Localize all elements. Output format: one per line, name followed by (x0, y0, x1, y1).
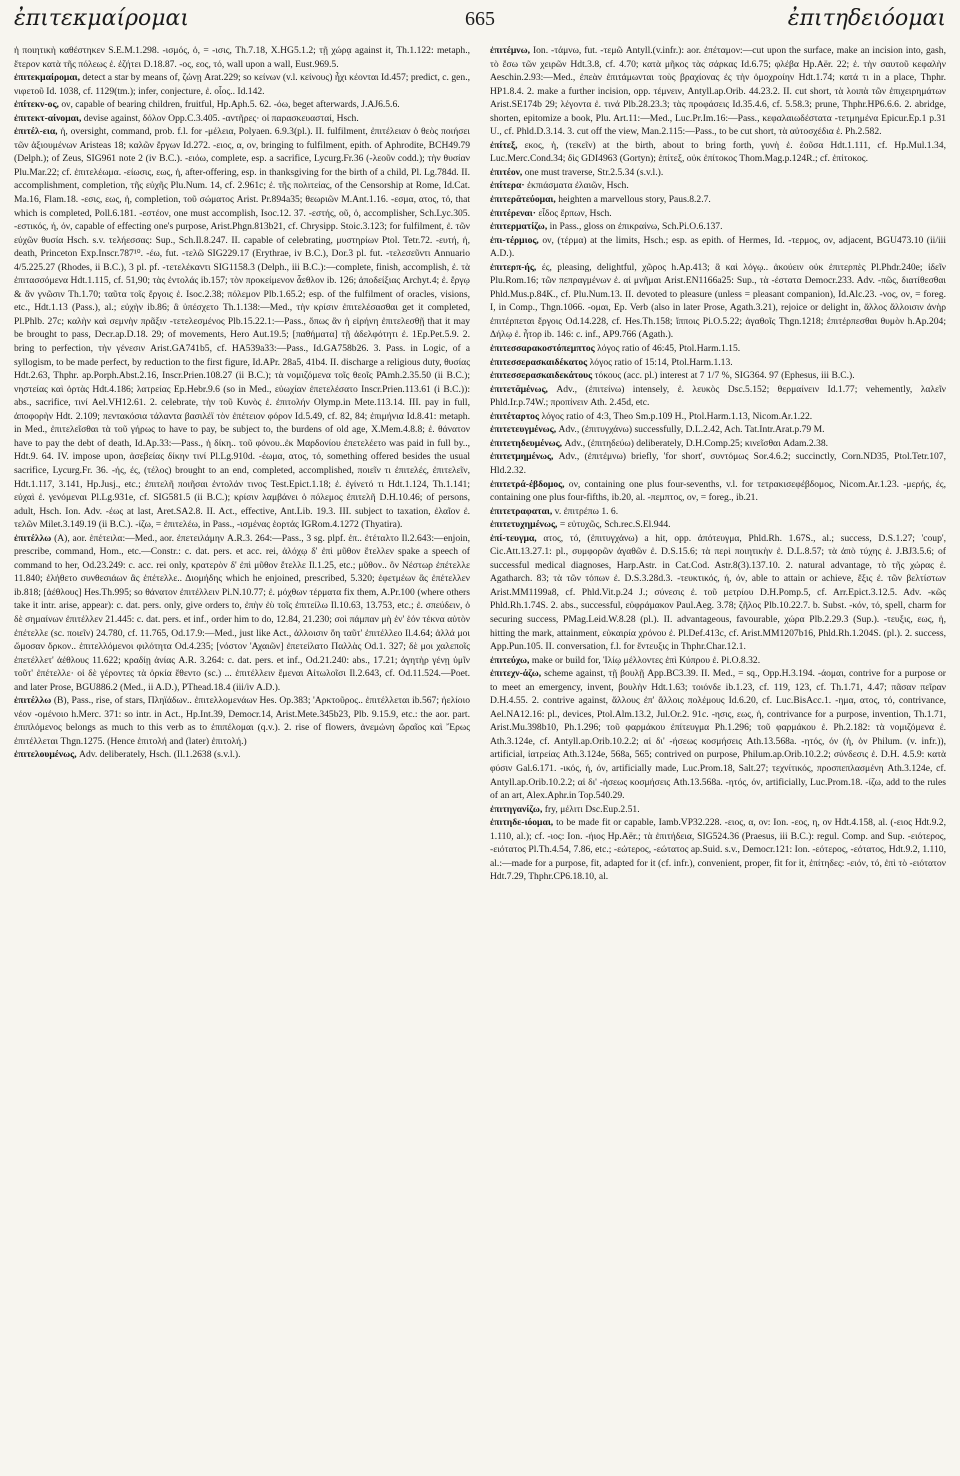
dictionary-entry (490, 234, 946, 261)
dictionary-entry (490, 450, 946, 477)
dictionary-entry (490, 220, 946, 234)
entry-body: ον, (τέρμα) at the limits, Hsch.; esp. as epith. of Hermes, Id. -τερμος, ον, adjacent, BGU473.10 (ii/iii A.D.). (490, 234, 946, 260)
dictionary-entry (490, 207, 946, 221)
entry-body: λόγος ratio of 4:3, Theo Sm.p.109 H., Ptol.Harm.1.13, Nicom.Ar.1.22. (541, 410, 813, 422)
entry-lemma: ἐπί-τευγμα, (490, 532, 537, 544)
columns (14, 44, 946, 884)
dictionary-entry (490, 532, 946, 654)
entry-body: τόκους (acc. pl.) interest at 7 1/7 %, SIG364. 97 (Ephesus, iii B.C.). (594, 370, 855, 382)
right-running-headword: ἐπιτηδειόομαι (787, 6, 946, 31)
dictionary-entry (490, 518, 946, 532)
dictionary-entry (490, 803, 946, 817)
dictionary-entry (14, 98, 470, 112)
dictionary-entry (490, 139, 946, 166)
dictionary-entry (14, 112, 470, 126)
entry-lemma: ἐπιτερᾰτεύομαι, (490, 194, 556, 206)
entry-lemma: ἐπιτεσσερασκαιδεκάτους (490, 370, 593, 382)
dictionary-entry (14, 125, 470, 531)
entry-lemma: ἐπιτέλλω (14, 695, 52, 707)
entry-body: make or build for, Ἰλίῳ μέλλοντες ἐπὶ Κύπρου ἐ. Pi.O.8.32. (531, 654, 761, 666)
dictionary-entry (490, 654, 946, 668)
dictionary-entry (490, 369, 946, 383)
entry-lemma: ἐπι-τέρμιος, (490, 234, 539, 246)
dictionary-entry (490, 179, 946, 193)
dictionary-entry (490, 667, 946, 802)
entry-body: v. ἐπιτρέπω 1. 6. (554, 505, 619, 517)
entry-body: = εὐτυχῶς, Sch.rec.S.El.944. (559, 519, 671, 531)
entry-lemma: ἐπιτερματίζω, (490, 221, 548, 233)
right-column (490, 44, 946, 884)
dictionary-entry (490, 193, 946, 207)
dictionary-entry (14, 532, 470, 695)
entry-lemma: ἐπιτεκτ-αίνομαι, (14, 112, 82, 124)
entry-body: ές, pleasing, delightful, χῶρος h.Ap.413; ἃ καὶ λόγῳ.. ἀκούειν οὐκ ἐπιτερπὲς Pl.Phdr.240e; ἰδεῖν Plu.Rom.16; τῶν πεπραγμένων ἐ. αἱ μνῆμαι Arist.EN1166a25: Sup., τὰ -έστατα Democr.233. Adv. -πῶς, διατίθεσθαι Phld.Mus.p.84K., cf. Plu.Num.13. II. devoted to pleasure (unless = pleasant companion), Id.Alc.23. -νος, ον, = foreg. I, in Comp., Thgn.1066. -ομαι, Ep. Verb (also in later Prose, Agath.3.21), rejoice or delight in, ἄλλος ἄλλοισιν ἀνὴρ ἐπιτέρπεται ἔργοις Od.14.228, cf. Hes.Th.158; ἵπποις Pi.O.5.22; ἀγαθοῖς Thgn.1218; ἐπιτέρπεσθαι θυμὸν h.Ap.204; Δήλῳ ἐ. ἦτορ ib. 146: c. inf., AP9.766 (Agath.). (490, 261, 946, 341)
entry-lemma: ἐπιτέλλω (14, 532, 52, 544)
entry-body: devise against, δόλον Opp.C.3.405. -αντῆρες· οἱ παρασκευασταί, Hsch. (83, 112, 359, 124)
entry-body: Adv., (ἐπιτέμνω) briefly, 'for short', συντόμως Sor.4.6.2; succinctly, Corn.ND35, Ptol.Tetr.107, Hld.2.32. (490, 451, 946, 476)
entry-lemma: ἐπιτέλ-εια, (14, 126, 58, 138)
entry-body: heighten a marvellous story, Paus.8.2.7. (558, 194, 711, 206)
entry-body: detect a star by means of, ζώνῃ Arat.229; so κείνων (v.l. κείνους) ἧχι κέονται Id.457; predict, c. gen., νιφετοῦ Id. 1038, cf. 1129(tm.); infer, conjecture, ἐ. οἷος.. Id.142. (14, 72, 471, 97)
entry-body: fry, μέλιτι Dsc.Eup.2.51. (544, 803, 640, 815)
entry-lemma: ἐπιτέρεναι· (490, 207, 536, 219)
entry-body: λόγος ratio of 46:45, Ptol.Harm.1.15. (597, 343, 741, 355)
entry-lemma: ἐπιτηδε-ιόομαι, (490, 817, 554, 829)
entry-body: ον, containing one plus four-sevenths, v.l. for τετρακισεφέβδομος, Nicom.Ar.1.23. -μερής, ές, containing one plus four-fifths, ib.20, al. -πεμπτος, ον, = foreg., ib.21. (490, 478, 946, 504)
left-running-headword: ἐπιτεκμαίρομαι (14, 6, 190, 31)
dictionary-entry (490, 816, 946, 884)
page-header (14, 6, 946, 40)
dictionary-entry (14, 71, 470, 98)
entry-lemma: ἐπιτετηδευμένως, (490, 437, 563, 449)
left-column (14, 44, 470, 884)
entry-lemma: ἐπιτετᾰμένως, (490, 383, 548, 395)
entry-body: one must traverse, Str.2.5.34 (s.v.l.). (524, 166, 664, 178)
entry-lemma: ἐπιτεκμαίρομαι, (14, 72, 81, 84)
entry-lemma: ἐπιτηγανίζω, (490, 803, 543, 815)
entry-body: (B), Pass., rise, of stars, Πληϊάδων.. ἐπιτελλομενάων Hes. Op.383; 'Αρκτοῦρος.. ἐπιτέλλεται ib.567; ἠελίοιο νέον -ομένοιο h.Merc. 371: so intr. in Act., Hp.Int.39, Democr.14, Arist.Mete.345b23, Plb. 9.15.9, etc.: the aor. part. ἐπιπλόμενος belongs as much to this verb as to ἐπιπέλομαι (q.v.). 2. rise of flowers, ἀνεμώνη ὥραῖος καὶ Ἔρως ἐπιτέλλεται Thgn.1275. (Hence ἐπιτολή and (later) ἐπιτολή.) (14, 695, 470, 747)
entry-lemma: ἐπιτεύχω, (490, 654, 530, 666)
entry-lemma: ἐπίτερα· (490, 180, 525, 192)
dictionary-entry (490, 437, 946, 451)
entry-lemma: ἐπιτέον, (490, 166, 523, 178)
entry-lemma: ἐπιτεχν-άζω, (490, 668, 542, 680)
entry-body: ἡ ποιητικὴ καθέστηκεν S.E.M.1.298. -ισμός, ὁ, = -ισις, Th.7.18, X.HG5.1.2; τῇ χώρᾳ against it, Th.1.122: metaph., ἕτερον κατὰ τῆς πόλεως ἐ. ἐζήτει D.18.87. -ος, εος, τό, wall upon a wall, Eust.969.5. (14, 45, 470, 70)
entry-lemma: ἐπιτετευγμένως, (490, 424, 557, 436)
dictionary-entry (14, 44, 470, 71)
dictionary-entry (490, 383, 946, 410)
entry-body: εκος, ἡ, (τεκεῖν) at the birth, about to bring forth, γυνὴ ἐ. ἐοῦσα Hdt.1.111, cf. Hp.Mul.1.34, Luc.Merc.Cond.34; δὶς GDI4963 (Gortyn); ἐπίτεξ, οὐκ ἐπίτοκος Thom.Mag.p.124R.; cf. ἐπίτοκος. (490, 139, 946, 165)
entry-body: ἐκπιάσματα ἐλαιῶν, Hsch. (526, 180, 629, 192)
entry-lemma: ἐπίτεξ, (490, 139, 518, 151)
entry-lemma: ἐπιτετυχημένως, (490, 519, 558, 531)
dictionary-entry (490, 166, 946, 180)
entry-lemma: ἐπιτεσσερασκαιδέκατος (490, 356, 588, 368)
entry-lemma: ἐπιτέμνω, (490, 45, 530, 56)
entry-body: Ion. -τάμνω, fut. -τεμῶ Antyll.(v.infr.): aor. ἐπέταμον:—cut upon the surface, make an incision into, gash, τὸ ἔσω τῶν χειρῶν Hdt.3.8, cf. 4.70; κατὰ μῆκος τὰς σάρκας Id.6.75; φλέβα Hp.Aër. 22; ἐ. τὴν σαυτοῦ κεφαλὴν Aeschin.2.93:—Med., ἐπεὰν ἐπιτάμωνται τοὺς βραχίονας ἐς τὴν ὁμοχροίην Hdt.1.74; κατά τι in a place, Thphr. HP1.8.4. 2. make a further incision, opp. τέμνειν, Antyll.ap.Orib. 44.23.2. II. cut short, τὰ λοιπὰ τῶν ἐπιχειρημάτων Arist.SE174b 29; λέγοντα ἐ. τινά Plb.28.23.3; τὰς προφάσεις Id.35.4.6, cf. 5.58.3; prune, Thphr.HP6.6.6. 2. abridge, shorten, epitomize a book, Plu. Art.11:—Med., Luc.Pr.Im.16:—Pass., κεφαλαιωδέστατα -τετμημένα Epicur.Ep.1 p.31 U., cf. Phld.D.3.14. 3. cut off the view, Man.2.115:—Pass., to be cut short, τὰ αὐτοσχέδια ἐ. Ph.2.582. (490, 45, 946, 138)
entry-body: scheme against, τῇ βουλῇ App.BC3.39. II. Med., = sq., Opp.H.3.194. -άομαι, contrive for a purpose or to meet an emergency, invent, βουλὴν Hdt.1.63; τοιόνδε ib.1.23, cf. 119, 123, cf. Th.1.71, 4.47; πᾶσαν πεῖραν D.H.4.55. 2. contrive against, ἄλλους ἐπ' ἄλλοις πολέμους Id.6.20, cf. Luc.BisAcc.1. -ημα, ατος, τό, contrivance, Ael.NA12.16: pl., devices, Ptol.Alm.13.2, Jul.Or.2. 91c. -ησις, εως, ἡ, contrivance for a purpose, invention, Th.1.71, Arist.Mu.398b10, Ph.1.296; τοῦ φαρμάκου ἐπίτευγμα Ph.1.296; τοῦ φαρμάκου ἐ. Ph.2.182: τὰ νομιζόμενα ἐ. Ath.3.124e, cf. Antyll.ap.Orib.10.2.2; αἱ δι' -ήσεως κοσμήσεις Ath.13.568a. -ητός, όν (ἡ, ὁν Philum. (v. infr.)), artificial, ἰατρείας Ath.3.124e, 568a, 565; contrived on purpose, Philum.ap.Orib.10.2.2; σύνδεσις ἐ. D.H. 4.5.9: κατὰ φύσιν Gal.6.171. -ικός, ή, όν, artificially made, Luc.Prom.18, Salt.27; τεχνίτικός, προσπεπλασμένη Ath.3.124e, cf. Antyll.ap.Orib.10.2.2; αἱ δι' -ήσεως κοσμήσεις Ath.13.568a. -ητός, όν, artificially, Luc.Prom.18. -ίζω, add to the rules of an art, Alex.Aphr.in Top.540.29. (490, 668, 946, 802)
dictionary-entry (490, 342, 946, 356)
entry-body: Adv., (ἐπιτυγχάνω) successfully, D.L.2.42, Ach. Tat.Intr.Arat.p.79 M. (558, 424, 825, 436)
entry-lemma: ἐπιτέταρτος (490, 410, 540, 422)
dictionary-entry (490, 410, 946, 424)
entry-lemma: ἐπιτερπ-ής, (490, 261, 537, 273)
entry-body: ατος, τό, (ἐπιτυγχάνω) a hit, opp. ἀπότευγμα, Phld.Rh. 1.67S., al.; success, D.S.1.27; 'coup', Cic.Att.13.27.1: pl., συμφορῶν ἀγαθῶν ἐ. D.S.15.6; τὰ περὶ ποιητικὴν ἐ. D.L.8.57; τὰ ἀπὸ τύχης ἐ. J.BJ3.5.6; of successful medical diagnoses, Harp.Astr. in Cat.Cod. Astr.8(3).137.10. 2. natural advantage, τὸ τῆς χώρας ἐ. Agatharch. 83; τὰ τῶν τόπων ἐ. D.S.3.28d.3. -τευκτικός, ή, όν, able to attain or achieve, ἕξις ἐ. τῶν βελτίστων Arist.MM1199a8, cf. Phld.Vit.p.24 J.; σύνεσις ἐ. τοῦ μετρίου D.H.Pomp.5, cf. Arr.Epict.3.12.5. Adv. -κῶς Phld.Rh.1.74S. 2. abs., successful, εὐφράμακον Paul.Aeg. 3.78; ζῆλος Plb.10.22.7. b. Subst. -κόν, τό, spell, charm for securing success, PMag.Leid.W.8.28 (pl.). II. advantageous, favourable, χώρα Plb.2.29.3 (Sup.). -τευξις, εως, ἡ, hitting the mark, attainment, εὐκαιρία χρόνου ἐ. Pl.Def.413c, cf. Arist.MM1207b16, Phld.Rh.1.204S. (pl.). 2. success, App.Pun.105. II. conversation, f.l. for ἔντευξις in Thphr.Char.12.1. (490, 532, 946, 653)
entry-body: (A), aor. ἐπέτειλα:—Med., aor. ἐπετειλάμην A.R.3. 264:—Pass., 3 sg. plpf. ἐπ.. ἐτέταλτο Il.2.643:—enjoin, prescribe, command, Hom., etc.—Constr.: c. dat. pers. et acc. rei, ἀλόχῳ δ' ἐπὶ μῦθον ἔτελλεν spake a speech of command to her, Od.23.249: c. acc. rei only, κρατερὸν δ' ἐπὶ μῦθον ἔτελλε Il.1.25, etc.; μῦθον.. ὃν Νέστωρ ἐπέτελλε 11.840; ἐλήθετο συνθεσιάων ἃς ἐπέτελλε.. Διομήδης which he enjoined, prescribed, 5.320; ἐφετμέων ἃς ἐπέτελλεν ib.818; [ἀέθλους] Hes.Th.995; so θάνατον ἐπιτέλλειν Pi.N.10.77; ἐ. μόχθων τέρματα fix them, A.Pr.100 (where others take it intr. arise, appear): c. dat. pers. only, give orders to, ἐπὴν ἐὺ τοῖς ἐπιτείλω Il.10.63, 13.753, etc.; ἐ. σπεύδειν, ὁ δὲ σημαίνων ἐπιτέλλεν 21.445: c. dat. pers. et inf., order him to do, 12.84, 21.230; σοὶ πάμπαν μὴ ἐν' ἑόν τέκνα αὐτὸν ἐπέτελλε (sc. ποιεῖν) 24.780, cf. 11.765, Od.17.9:—Med., just like Act., ἀλλοισιν ὅη ταῦτ' ἐπιτέλλεο Il.4.64; ἀλλά μοι ὤμοσαν ὅρκον.. ἐπιτελλόμενοι φιλότητα Od.4.235; [νόστον 'Αχαιῶν] ἐπετείλατο Παλλὰς Od.1. 327; δὲ μοι χαλεποῖς ἐπετέλλετ' ἀέθλους 11.622; κραδίῃ ἀνίας A.R. 3.264: c. dat. pers. et inf., Od.21.240: abs., 17.21; ἀγητὴρ γένῃ ὑμῖν τοῦτ' ἐπέτελλε· οἱ δὲ γέροντες τὰ ὁρκία ἔθεντο (sc.) ... ἐπιτέλλειν ἔμεναι Αἰτωλοῖσι Il.2.643, cf. Od.11.524.—Poet. and later Prose, BGU886.2 (Med., ii A.D.), PThead.18.4 (iii/iv A.D.). (14, 532, 470, 693)
entry-body: Adv., (ἐπιτηδεύω) deliberately, D.H.Comp.25; κινεῖσθαι Adam.2.38. (564, 437, 829, 449)
entry-body: in Pass., gloss on ἐπικραίνω, Sch.Pi.O.6.137. (549, 221, 723, 233)
dictionary-entry (14, 748, 470, 762)
dictionary-entry (490, 356, 946, 370)
entry-lemma: ἐπιτελουμένως, (14, 749, 77, 761)
dictionary-entry (490, 505, 946, 519)
dictionary-entry (490, 423, 946, 437)
entry-body: Adv., (ἐπιτείνω) intensely, ἐ. λευκὸς Dsc.5.152; θερμαίνειν Id.1.77; vehemently, λαλεῖν Phld.Ir.p.74W.; προπίνειν Ath. 2.45d, etc. (490, 383, 946, 409)
entry-body: εἶδος ἔρπων, Hsch. (538, 207, 612, 219)
entry-lemma: ἐπιτετμημένως, (490, 451, 554, 463)
dictionary-entry (14, 694, 470, 748)
page-number: 665 (465, 8, 495, 30)
dictionary-entry (490, 261, 946, 342)
entry-lemma: ἐπιτετρά-έβδομος, (490, 478, 565, 490)
entry-lemma: ἐπιτεσσαρακοστόπεμπτος (490, 343, 595, 355)
entry-body: Adv. deliberately, Hsch. (Il.1.2638 (s.v.l.). (79, 749, 241, 761)
entry-lemma: ἐπίτεκν-ος, (14, 99, 59, 111)
dictionary-entry (490, 44, 946, 139)
entry-lemma: ἐπιτετραφαται, (490, 505, 553, 517)
entry-body: ἡ, oversight, command, prob. f.l. for -μέλεια, Polyaen. 6.9.3(pl.). II. fulfilment, ἐπιτέλειαν ὁ θεὸς ποιήσει τῶν ἀξιουμένων Aristeas 18; καλῶν ἔργων Id.272. -ειος, α, ον, bringing to fulfilment, epith. of Aphrodite, BCH49.79 (Delph.); of Zeus, SIG961 note 2 (iv B.C.). -ειόω, complete, esp. a sacrifice, Lycurg.Fr.36 (-λεοῦν codd.); τὴν θυσίαν Plu.Mar.22; cf. ἐπιτελέωμα. -είωσις, εως, ἡ, after-offering, esp. in thanksgiving for the birth of a child, Pl. Lg.784d. II. accomplishment, completion, τῆς εὐχῆς Plu.Num. 14, cf. 2.961c; ἐ. τῆς πολιτείας, of the Censorship at Rome, Id.Cat. Ma.16, Flam.18. -εσις, εως, ἡ, completion, τοῦ σώματος Arist. Pr.894a35; θεωριῶν M.Ant.1.16. -εσμα, ατος, τό, that which is completed, Poll.6.181. -εστέον, one must accomplish, Isoc.12. 37. -εστής, οῦ, ὁ, accomplisher, Sch.Lyc.305. -εστικός, ή, όν, capable of effecting one's purpose, Arist.Phgn.813b21, cf. Chrysipp. Stoic.3.123; for fulfilment, ἐ. τῶν εὐχῶν θυσία Hsch. s.v. τελήεσσας: Sup., Sch.Il.8.247. II. capable of celebrating, μυστηρίων Ptol. Tetr.72. -ευτή, ἡ, death, Princeton Exp.Inscr.787¹⁰. -έω, fut. -τελῶ SIG229.17 (Erythrae, iv B.C.), Dor.3 pl. fut. -τελεσεῦντι Annuario 4/5.225.27 (Rhodes, ii B.C.), 3 pl. pf. -τετελέκαντι SIG1158.3 (Delph., iii B.C.):—complete, finish, accomplish, ἐ. τὰ ἐπιτασσόμενα Hdt.1.115, cf. 51,90; τὰς ἐντολάς ib.157; τὸν προκείμενον ἆεθλον ib. 126; ἀποδείξιας Archyt.4; ἐ. ἔργῳ & ἂν γνῶσιν Th.1.70; ταῦτα τοῖς ἔργοις ἐ. Isoc.2.38; πόλεμον Plb.1.65.2; esp. of the fulfilment of oracles, visions, etc., Hdt.1.13 (Pass.), al.; εὐχὴν ib.86; ἃ ὑπέσχετο Th.1.138:—Med., τὴν κρίσιν ἐπιτελέσασθαι get it completed, Pl.Phlb. 27c; καλὴν καὶ σεμνὴν πρᾶξιν -τετελεσμένος Plb.15.22.1:—Pass., ὅπως ἂν ἡ εἰρήνη ἐπιτελεσθῇ that it may be brought to pass, Decr.ap.D.18. 29; of movements, Hero Aut.19.5; [παθήματα] τῇ ἀδελφότητι ἐ. 1Ep.Pet.5.9. 2. bring to perfection, τὴν γένεσιν Arist.GA741b5, cf. HA539a33:—Pass., Id.GA758b26. 3. Pass. in Logic, of a syllogism, to be made perfect, by reduction to the first figure, Id.APr. 28a5, 41b4. II. discharge a religious duty, θυσίας Hdt.2.63, Thphr. ap.Porph.Abst.2.16, Inscr.Prien.108.27 (ii B.C.); τὰ νομιζόμενα τοῖς θεοῖς PAmh.2.35.50 (ii B.C.); νηστείας καὶ ὁρτὰς Hdt.4.186; λατρείας Ep.Hebr.9.6 (so in Med., εὐωχίαν ἐπετελέσατο Inscr.Prien.113.61 (i B.C.)): abs., sacrifice, τινί Ael.VH12.61. 2. celebrate, τὴν τοῦ Κυνὸς ἐ. ἐπιτολήν Olymp.in Mete.113.14. III. pay in full, ἀποφορὴν Hdt. 2.109; πεντακόσια τάλαντα βασιλέϊ τὸν ἐπέτειον φόρον Id.5.49, cf. 82, 84; ἐπιμήνια Id.8.41: metaph. in Med., ἐπιτελεῖσθαι τὰ τοῦ γήρως to have to pay, be subject to, the burdens of old age, X.Mem.4.8.8; ἐ. θάνατον have to pay the debt of death, Id.Ap.33:—Pass., ἡ δίκη.. τοῦ φόνου..ἐκ Μαρδονίου ἐπετελέετο was paid in full by.., Hdt.9. 64. IV. impose upon, ἀσεβείας δίκην τινί Pl.Lg.910d. -έωμα, ατος, τό, something offered besides the usual sacrifice, Lycurg.Fr. 36. -ής, ές, (τέλος) brought to an end, completed, accomplished, ποιεῖν τι ἐπιτελές, ἐπιτελεῖν, Hdt.1.117, 3.141, Hp.Jusj., etc.; ἐπιτελῆ ποιῆσαι ἐντολάν τινος Test.Epict.1.18; ἐ. ἐγίνετό τι Hdt.1.124, Th.1.141; εὐχαὶ ἐ. γενόμεναι Pl.Lg.931e, cf. SIG581.5 (ii B.C.); κρίσιν λαμβάνει ὁ πόλεμος ἐπιτελῆ D.H.10.46; of persons, adult, Hsch. Ion. Adv. -έως at last, Aret.SA2.8. II. Act., effective, Ant.Lib. 19.3. III. subject to taxation, ἐλαῖον ἐ. τελῶν Milet.3.149.19 (ii B.C.). -ίζω, = ἐπιτελέω, in Pass., -ισμένας ἑορτάς IGRom.4.1272 (Thyatira). (14, 126, 470, 531)
entry-body: ον, capable of bearing children, fruitful, Hp.Aph.5. 62. -όω, beget afterwards, J.AJ6.5.6. (61, 99, 400, 111)
entry-body: to be made fit or capable, Iamb.VP32.228. -ειος, α, ον: Ion. -εος, η, ον Hdt.4.158, al. (-ειος Hdt.9.2, 1.110, al.); cf. -ιος: Ion. -ήιος Hp.Aër.; τὰ ἐπιτήδεια, SIG524.36 (Praesus, iii B.C.): regul. Comp. and Sup. -ειότερος, -ειότατος Pl.Th.4.54, 7.86, etc.; -εώτερος, -εώτατος ap.Suid. s.v., Democr.121: Ion. -εότερος, -εότατος, Hdt.9.2, 1.110, al.:—made for a purpose, fit, adapted for it (cf. infr.), convenient, proper, fit for it, ἐπίτηδες: -ειόν, τό, ἐπὶ τὸ -ειότατον Hdt.7.29, Thphr.CP6.18.10, al. (490, 817, 947, 883)
entry-body: λόγος ratio of 15:14, Ptol.Harm.1.13. (589, 356, 733, 368)
dictionary-entry (490, 478, 946, 505)
